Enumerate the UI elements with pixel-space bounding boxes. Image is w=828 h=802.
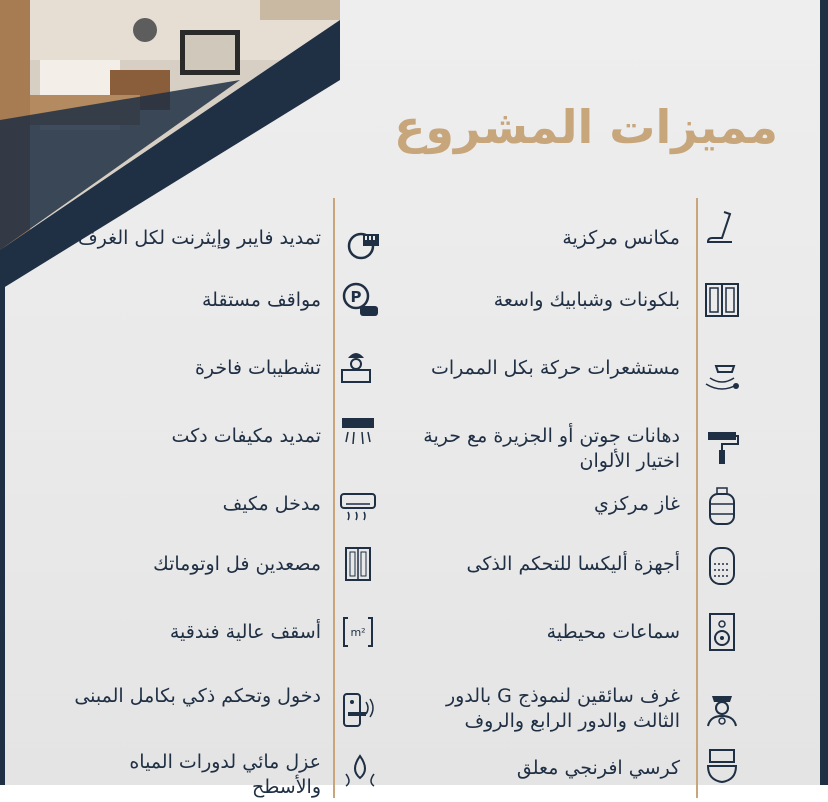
parking-icon	[340, 280, 380, 320]
feature-central-gas	[420, 492, 680, 522]
feature-elevators	[66, 552, 321, 582]
feature-duct-ac	[66, 424, 321, 454]
feature-label: أجهزة أليكسا للتحكم الذكى	[466, 553, 680, 575]
feature-high-ceilings	[66, 620, 321, 650]
feature-ac-entrance	[66, 492, 321, 522]
feature-label: مكانس مركزية	[562, 227, 680, 249]
feature-label: أسقف عالية فندقية	[169, 621, 321, 643]
toilet-icon	[702, 748, 742, 788]
feature-label: دخول وتحكم ذكي بكامل المبنى	[74, 685, 321, 707]
feature-label: مواقف مستقلة	[201, 289, 321, 311]
feature-label: مدخل مكيف	[222, 493, 321, 515]
water-drop-icon	[340, 752, 380, 792]
feature-label: تمديد فايبر وإيثرنت لكل الغرف	[77, 227, 321, 249]
interior-photo	[0, 0, 340, 250]
window-icon	[702, 280, 742, 320]
feature-label: بلكونات وشبابيك واسعة	[493, 289, 680, 311]
speaker-icon	[702, 612, 742, 652]
driver-icon	[702, 688, 742, 728]
duct-ac-icon	[338, 414, 378, 454]
center-divider	[333, 198, 335, 798]
feature-label: كرسي افرنجي معلق	[516, 757, 680, 779]
right-edge	[820, 0, 828, 785]
paint-roller-icon	[702, 426, 742, 466]
feature-balconies	[420, 288, 680, 328]
motion-sensor-icon	[702, 358, 742, 398]
right-divider	[696, 198, 698, 798]
feature-luxury-finishing	[66, 356, 321, 386]
feature-parking	[66, 288, 321, 318]
vacuum-icon	[702, 208, 742, 248]
feature-fiber-ethernet	[66, 226, 321, 278]
gas-cylinder-icon	[702, 486, 742, 526]
ethernet-icon	[345, 224, 385, 264]
worker-icon	[336, 346, 376, 386]
svg-text:P: P	[350, 288, 362, 306]
feature-motion-sensors	[420, 356, 680, 408]
air-conditioner-icon	[338, 486, 378, 526]
feature-central-vacuum	[420, 226, 680, 276]
feature-paints	[420, 424, 680, 476]
ceiling-area-icon	[340, 612, 380, 652]
feature-waterproofing	[66, 750, 321, 802]
feature-label: سماعات محيطية	[546, 621, 680, 643]
feature-smart-access	[66, 684, 321, 736]
feature-label: تشطيبات فاخرة	[194, 357, 321, 379]
feature-label: دهانات جوتن أو الجزيرة مع حرية اختيار الألوان	[423, 425, 680, 472]
feature-hanging-toilet	[420, 756, 680, 786]
smart-lock-icon	[340, 690, 380, 730]
feature-label: تمديد مكيفات دكت	[171, 425, 321, 447]
feature-label: عزل مائي لدورات المياه والأسطح	[129, 751, 321, 798]
feature-driver-rooms	[420, 684, 680, 736]
page-title: مميزات المشروع	[393, 100, 778, 154]
elevator-icon	[340, 544, 380, 584]
svg-text:m²: m²	[350, 626, 366, 639]
feature-label: مصعدين فل اوتوماتك	[153, 553, 321, 575]
feature-alexa	[420, 552, 680, 582]
feature-label: غرف سائقين لنموذج G بالدور الثالث والدور الرابع والروف	[445, 685, 680, 732]
feature-label: مستشعرات حركة بكل الممرات	[430, 357, 680, 379]
feature-surround-speakers	[420, 620, 680, 650]
feature-label: غاز مركزي	[593, 493, 680, 515]
smart-speaker-icon	[702, 546, 742, 586]
